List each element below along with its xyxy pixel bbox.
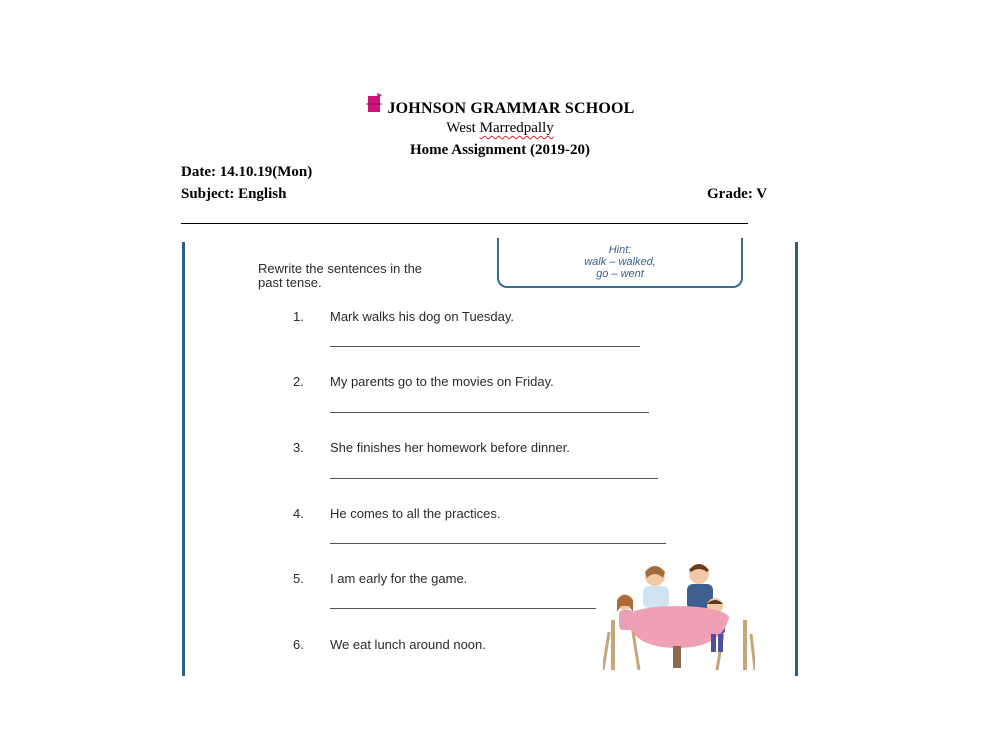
school-title: [0, 92, 1000, 121]
location-prefix: West: [446, 120, 480, 136]
answer-line[interactable]: [330, 608, 596, 609]
question-number: 2.: [293, 374, 304, 389]
answer-line[interactable]: [330, 412, 649, 413]
grade-label: Grade: V: [707, 186, 768, 202]
question-number: 5.: [293, 571, 304, 586]
header-divider: [181, 223, 748, 224]
assignment-title: Home Assignment (2019-20): [410, 142, 590, 158]
question-text: My parents go to the movies on Friday.: [330, 374, 554, 389]
answer-line[interactable]: [330, 478, 658, 479]
hint-title: Hint:: [608, 244, 632, 256]
question-text: She finishes her homework before dinner.: [330, 440, 570, 455]
question-text: We eat lunch around noon.: [330, 637, 486, 652]
instruction-line-2: past tense.: [258, 275, 322, 290]
instruction: [258, 262, 478, 290]
hint-box: [497, 238, 743, 288]
date-label: Date: 14.10.19(Mon): [181, 164, 313, 180]
subject-label: Subject: English: [181, 186, 287, 202]
family-lunch-illustration: [603, 562, 755, 674]
answer-line[interactable]: [330, 346, 640, 347]
question-number: 3.: [293, 440, 304, 455]
school-name: JOHNSON GRAMMAR SCHOOL: [387, 100, 635, 117]
question-text: He comes to all the practices.: [330, 506, 501, 521]
hint-line-1: walk – walked,: [584, 256, 656, 268]
question-number: 6.: [293, 637, 304, 652]
school-logo-icon: [365, 92, 385, 121]
hint-line-2: go – went: [596, 268, 644, 280]
school-location: [0, 120, 1000, 137]
instruction-line-1: Rewrite the sentences in the: [258, 261, 423, 276]
question-text: I am early for the game.: [330, 571, 468, 586]
question-number: 1.: [293, 309, 304, 324]
location-name: Marredpally: [479, 120, 554, 136]
worksheet: [182, 242, 798, 676]
question-text: Mark walks his dog on Tuesday.: [330, 309, 515, 324]
question-number: 4.: [293, 506, 304, 521]
answer-line[interactable]: [330, 543, 666, 544]
